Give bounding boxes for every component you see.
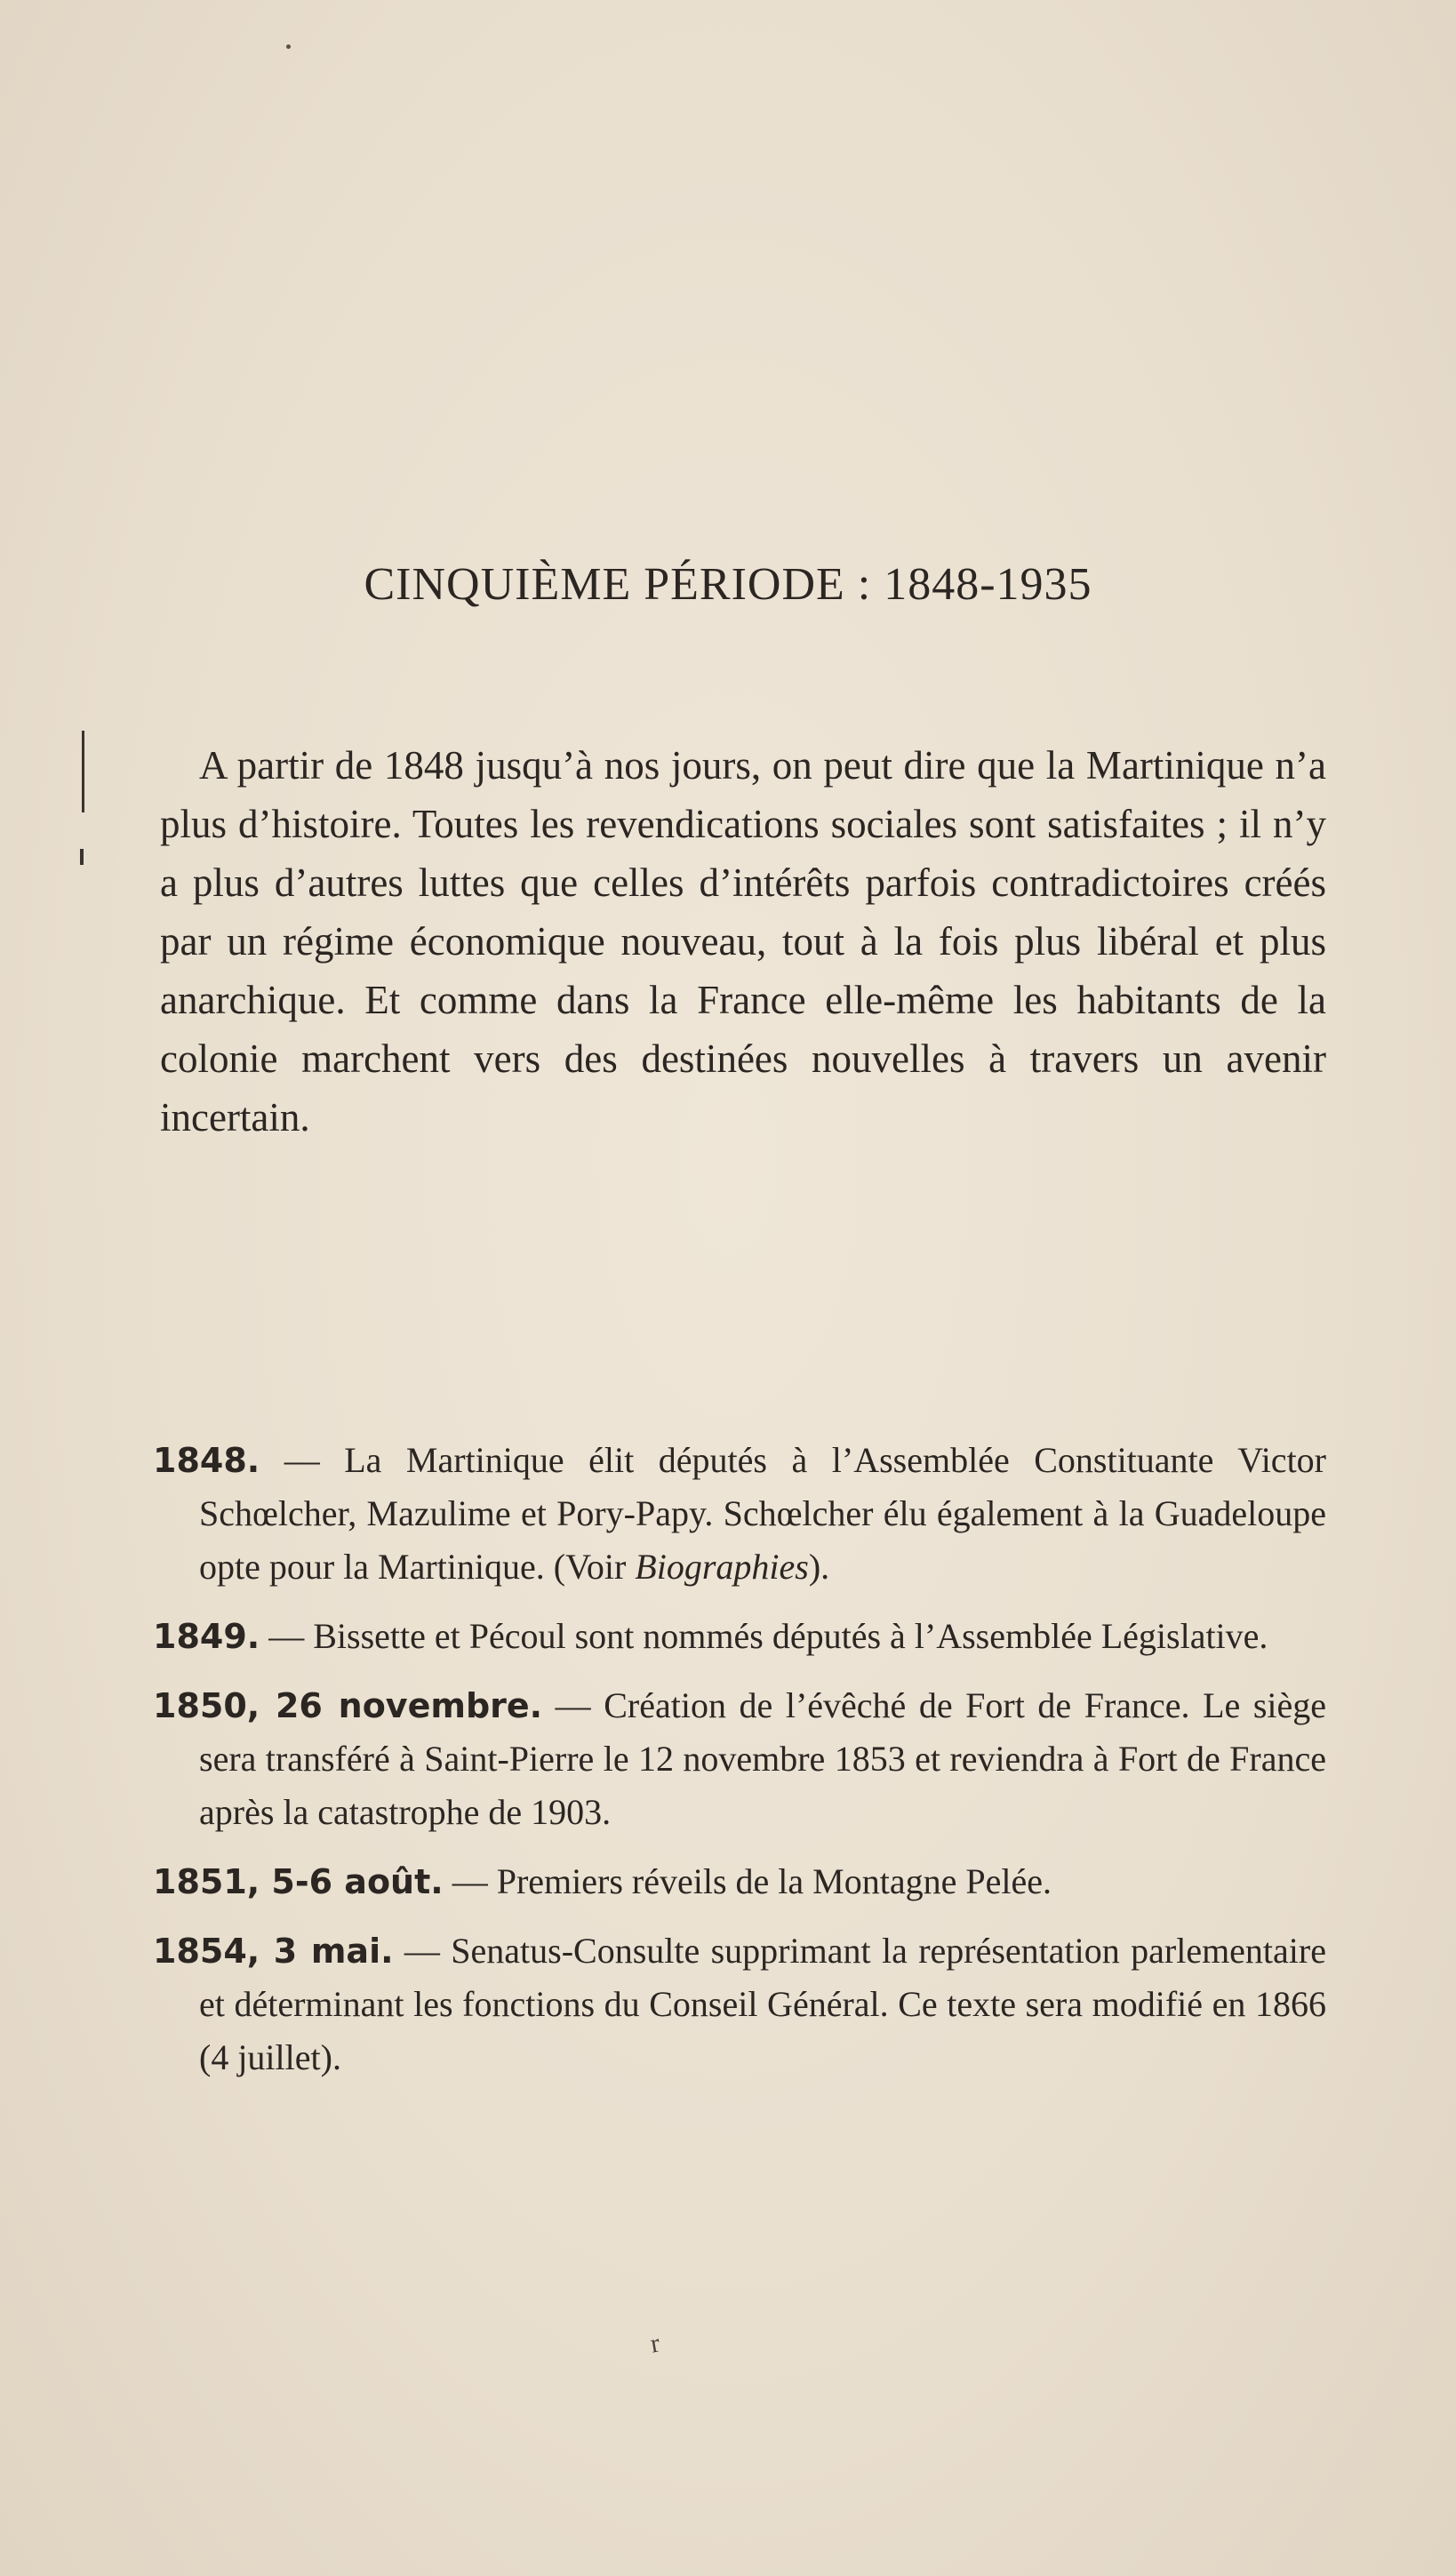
entry-date: 1851, 5-6 août. [153, 1862, 444, 1901]
entry-date: 1850, 26 novembre. [153, 1686, 543, 1725]
chronology-entry-1850 [153, 1679, 1326, 1839]
entry-text: — Premiers réveils de la Montagne Pelée. [443, 1861, 1052, 1901]
chronology-entry-1849 [153, 1610, 1326, 1663]
entry-date: 1854, 3 mai. [153, 1932, 394, 1971]
entry-text: — La Martinique élit députés à l’Assemblée Constituante Victor Schœlcher, Mazulime et Pory-Papy. Schœlcher élu également à la Guadeloupe opte pour la Martinique. (Voir [199, 1440, 1326, 1587]
pencil-mark: r [648, 2328, 662, 2359]
margin-small-mark [80, 849, 84, 865]
chronology-entry-1848 [153, 1434, 1326, 1594]
chronology-list [153, 1434, 1326, 2100]
entry-date: 1849. [153, 1617, 260, 1656]
entry-text: — Création de l’évêché de Fort de France. Le siège sera transféré à Saint-Pierre le 12 novembre 1853 et reviendra à Fort de France après la catastrophe de 1903. [199, 1685, 1327, 1832]
entry-italic-ref: Biographies [635, 1547, 809, 1587]
entry-text: — Bissette et Pécoul sont nommés députés à l’Assemblée Législative. [260, 1616, 1268, 1656]
chronology-entry-1854 [153, 1924, 1326, 2084]
ink-speck [286, 44, 291, 49]
entry-text-after: ). [808, 1547, 830, 1587]
period-title: CINQUIÈME PÉRIODE : 1848-1935 [364, 559, 1092, 610]
margin-line-mark [82, 731, 84, 812]
chronology-entry-1851 [153, 1855, 1326, 1908]
intro-paragraph: A partir de 1848 jusqu’à nos jours, on peut dire que la Martinique n’a plus d’histoire. Toutes les revendications sociales sont satisfaites ; il n’y a plus d’autres luttes que celles d’intérêts parfois contradictoires créés par un régime économique nouveau, tout à la fois plus libéral et plus anarchique. Et comme dans la France elle-même les habitants de la colonie marchent vers des destinées nouvelles à travers un avenir incertain. [160, 743, 1326, 1140]
entry-date: 1848. [153, 1441, 260, 1480]
entry-text: — Senatus-Consulte supprimant la représentation parlementaire et déterminant les fonctions du Conseil Général. Ce texte sera modifié en 1866 (4 juillet). [199, 1931, 1326, 2077]
